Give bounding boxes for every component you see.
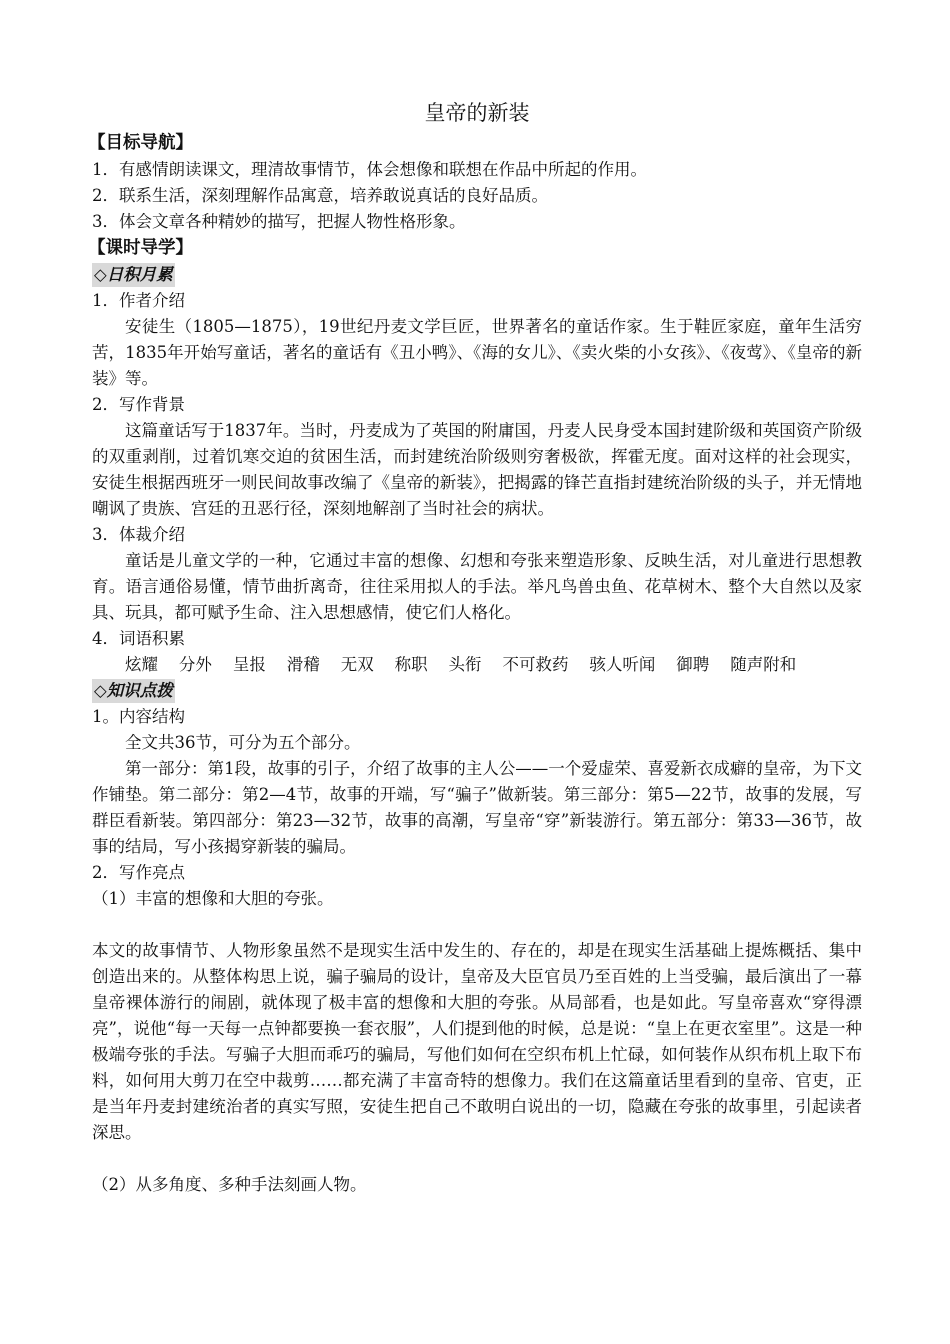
- author-paragraph: 安徒生（1805—1875），19世纪丹麦文学巨匠，世界著名的童话作家。生于鞋匠家庭，童年生活穷苦，1835年开始写童话，著名的童话有《丑小鸭》、《海的女儿》、《卖火柴的小女孩》、《夜莺》、《皇帝的新装》等。: [92, 317, 862, 388]
- goal-item: 3．体会文章各种精妙的描写，把握人物性格形象。: [92, 212, 466, 231]
- vocab-label: 4．词语积累: [92, 629, 185, 648]
- vocab-word: 分外: [178, 655, 212, 674]
- vocab-word: 炫耀: [125, 655, 158, 674]
- goal-item: 2．联系生活，深刻理解作品寓意，培养敢说真话的良好品质。: [92, 186, 548, 205]
- blank-line: [92, 1146, 862, 1172]
- background-paragraph: 这篇童话写于1837年。当时，丹麦成为了英国的附庸国，丹麦人民身受本国封建阶级和英国资产阶级的双重剥削，过着饥寒交迫的贫困生活，而封建统治阶级则穷奢极欲，挥霍无度。面对这样的社会现实，安徒生根据西班牙一则民间故事改编了《皇帝的新装》，把揭露的锋芒直指封建统治阶级的头子，并无情地嘲讽了贵族、宫廷的丑恶行径，深刻地解剖了当时社会的病状。: [92, 421, 862, 518]
- vocab-word: 滑稽: [286, 655, 320, 674]
- page-title: 皇帝的新装: [424, 101, 530, 125]
- goals-heading: 【目标导航】: [88, 133, 193, 153]
- highlight-label: 2．写作亮点: [92, 863, 185, 882]
- vocab-word: 呈报: [232, 655, 266, 674]
- structure-label: 1。内容结构: [92, 707, 185, 726]
- vocab-word: 无双: [340, 655, 374, 674]
- vocab-word: 称职: [394, 655, 428, 674]
- guide-heading: 【课时导学】: [88, 238, 193, 258]
- background-label: 2．写作背景: [92, 395, 185, 414]
- highlight-1-label: （1）丰富的想像和大胆的夸张。: [92, 889, 334, 908]
- highlight-2-label: （2）从多角度、多种手法刻画人物。: [92, 1175, 367, 1194]
- author-label: 1．作者介绍: [92, 291, 185, 310]
- genre-label: 3．体裁介绍: [92, 525, 185, 544]
- goal-item: 1．有感情朗读课文，理清故事情节，体会想像和联想在作品中所起的作用。: [92, 160, 647, 179]
- structure-paragraph-1: 全文共36节，可分为五个部分。: [125, 733, 361, 752]
- vocab-word: 不可救药: [502, 655, 569, 674]
- vocab-word: 御聘: [676, 655, 710, 674]
- vocab-word: 随声附和: [730, 655, 797, 674]
- accumulate-heading: ◇日积月累: [92, 263, 175, 287]
- blank-line: [92, 912, 862, 938]
- structure-paragraph-2: 第一部分：第1段，故事的引子，介绍了故事的主人公——一个爱虚荣、喜爱新衣成癖的皇帝，为下文作铺垫。第二部分：第2—4节，故事的开端，写“骗子”做新装。第三部分：第5—22节，故事的发展，写群臣看新装。第四部分：第23—32节，故事的高潮，写皇帝“穿”新装游行。第五部分：第33—36节，故事的结局，写小孩揭穿新装的骗局。: [92, 759, 862, 856]
- genre-paragraph: 童话是儿童文学的一种，它通过丰富的想像、幻想和夸张来塑造形象、反映生活，对儿童进行思想教育。语言通俗易懂，情节曲折离奇，往往采用拟人的手法。举凡鸟兽虫鱼、花草树木、整个大自然以及家具、玩具，都可赋予生命、注入思想感情，使它们人格化。: [92, 551, 862, 622]
- highlight-1-paragraph: 本文的故事情节、人物形象虽然不是现实生活中发生的、存在的，却是在现实生活基础上提炼概括、集中创造出来的。从整体构思上说，骗子骗局的设计，皇帝及大臣官员乃至百姓的上当受骗，最后演出了一幕皇帝裸体游行的闹剧，就体现了极丰富的想像和大胆的夸张。从局部看，也是如此。写皇帝喜欢“穿得漂亮”，说他“每一天每一点钟都要换一套衣服”，人们提到他的时候，总是说：“皇上在更衣室里”。这是一种极端夸张的手法。写骗子大胆而乖巧的骗局，写他们如何在空织布机上忙碌，如何装作从织布机上取下布料，如何用大剪刀在空中裁剪……都充满了丰富奇特的想像力。我们在这篇童话里看到的皇帝、官吏，正是当年丹麦封建统治者的真实写照，安徒生把自己不敢明白说出的一切，隐藏在夸张的故事里，引起读者深思。: [92, 941, 862, 1142]
- vocab-word: 骇人听闻: [589, 655, 656, 674]
- vocab-word: 头衔: [448, 655, 482, 674]
- vocab-list: [92, 652, 862, 678]
- knowledge-heading: ◇知识点拨: [92, 679, 175, 703]
